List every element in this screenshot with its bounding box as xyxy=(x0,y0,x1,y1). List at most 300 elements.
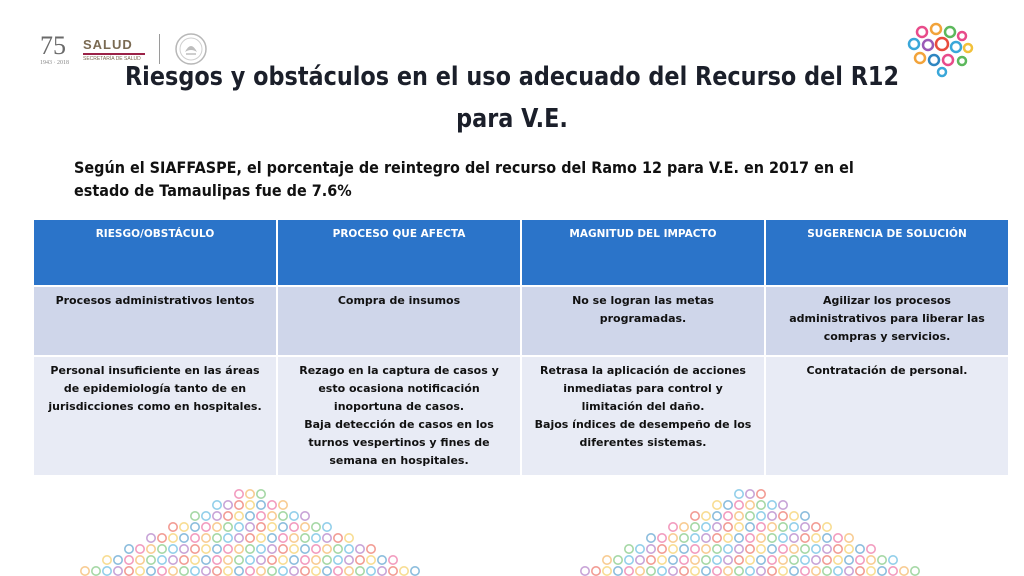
mosaic-ring xyxy=(823,534,831,542)
mosaic-ring xyxy=(691,567,699,575)
mosaic-ring xyxy=(257,490,265,498)
mosaic-ring xyxy=(614,567,622,575)
mosaic-ring xyxy=(257,523,265,531)
mosaic-ring xyxy=(246,512,254,520)
mosaic-ring xyxy=(724,501,732,509)
mosaic-ring xyxy=(757,567,765,575)
mosaic-ring xyxy=(625,545,633,553)
mosaic-ring xyxy=(202,512,210,520)
mosaic-ring xyxy=(125,567,133,575)
mosaic-ring xyxy=(180,556,188,564)
mosaic-ring xyxy=(658,545,666,553)
mosaic-ring xyxy=(202,556,210,564)
mosaic-ring xyxy=(856,567,864,575)
mosaic-ring xyxy=(180,534,188,542)
mosaic-ring xyxy=(246,545,254,553)
mosaic-ring xyxy=(768,501,776,509)
mosaic-ring xyxy=(92,567,100,575)
mosaic-ring xyxy=(823,567,831,575)
mosaic-ring xyxy=(323,556,331,564)
mosaic-ring xyxy=(834,534,842,542)
mosaic-ring xyxy=(790,523,798,531)
mosaic-ring xyxy=(235,490,243,498)
mosaic-ring xyxy=(213,567,221,575)
mosaic-ring xyxy=(257,567,265,575)
mosaic-ring xyxy=(235,534,243,542)
mosaic-ring xyxy=(757,490,765,498)
mosaic-ring xyxy=(202,545,210,553)
risk-table xyxy=(32,218,1010,477)
mosaic-ring xyxy=(268,556,276,564)
mosaic-ring xyxy=(246,490,254,498)
mosaic-ring xyxy=(246,556,254,564)
column-header-sugerencia: SUGERENCIA DE SOLUCIÓN xyxy=(766,220,1008,285)
mosaic-ring xyxy=(790,545,798,553)
mosaic-ring xyxy=(746,567,754,575)
mosaic-ring xyxy=(779,556,787,564)
cell-text: Personal insuficiente en las áreas de epidemiología tanto de en jurisdicciones como en hospitales. xyxy=(48,364,262,413)
mosaic-ring xyxy=(169,567,177,575)
mosaic-ring xyxy=(279,512,287,520)
mosaic-ring xyxy=(867,545,875,553)
mosaic-ring xyxy=(334,556,342,564)
mosaic-ring xyxy=(213,512,221,520)
mosaic-ring xyxy=(257,534,265,542)
mosaic-ring xyxy=(867,567,875,575)
mosaic-ring xyxy=(202,523,210,531)
mosaic-ring xyxy=(279,545,287,553)
mosaic-ring xyxy=(768,545,776,553)
mosaic-ring xyxy=(779,501,787,509)
mosaic-ring xyxy=(812,545,820,553)
mosaic-ring xyxy=(411,567,419,575)
mosaic-ring xyxy=(257,512,265,520)
mosaic-ring xyxy=(713,512,721,520)
mosaic-ring xyxy=(268,523,276,531)
salud-logo-name: SALUD xyxy=(83,36,133,52)
mosaic-ring xyxy=(724,567,732,575)
mosaic-ring xyxy=(768,523,776,531)
mosaic-ring xyxy=(191,523,199,531)
mosaic-ring xyxy=(290,567,298,575)
mosaic-ring xyxy=(779,534,787,542)
mosaic-ring xyxy=(345,534,353,542)
mosaic-ring xyxy=(812,567,820,575)
mosaic-ring xyxy=(279,556,287,564)
mosaic-ring xyxy=(746,501,754,509)
mosaic-ring xyxy=(158,534,166,542)
mosaic-ring xyxy=(268,512,276,520)
mosaic-ring xyxy=(746,490,754,498)
mosaic-ring xyxy=(279,534,287,542)
mosaic-ring xyxy=(169,523,177,531)
column-header-magnitud: MAGNITUD DEL IMPACTO xyxy=(522,220,764,285)
mosaic-ring xyxy=(790,556,798,564)
mosaic-ring xyxy=(180,545,188,553)
mosaic-ring xyxy=(702,545,710,553)
mosaic-ring xyxy=(647,545,655,553)
mosaic-ring xyxy=(845,534,853,542)
cell-riesgo xyxy=(34,357,276,475)
mosaic-ring xyxy=(713,534,721,542)
mosaic-ring xyxy=(191,534,199,542)
mosaic-ring xyxy=(147,567,155,575)
mosaic-ring xyxy=(691,523,699,531)
mosaic-ring xyxy=(801,545,809,553)
mosaic-ring xyxy=(768,567,776,575)
table-row xyxy=(34,357,1008,475)
mosaic-ring xyxy=(235,545,243,553)
mosaic-ring xyxy=(790,534,798,542)
mosaic-ring xyxy=(301,512,309,520)
mosaic-ring xyxy=(345,545,353,553)
mosaic-ring xyxy=(136,545,144,553)
mosaic-ring xyxy=(312,556,320,564)
mosaic-ring xyxy=(158,567,166,575)
mosaic-ring xyxy=(801,512,809,520)
mosaic-ring xyxy=(169,545,177,553)
mosaic-ring xyxy=(812,523,820,531)
mosaic-ring xyxy=(191,545,199,553)
mosaic-ring xyxy=(158,545,166,553)
mosaic-ring xyxy=(213,523,221,531)
mosaic-ring xyxy=(779,545,787,553)
mosaic-ring xyxy=(746,545,754,553)
mosaic-ring xyxy=(746,512,754,520)
cell-sugerencia xyxy=(766,287,1008,355)
mosaic-ring xyxy=(669,534,677,542)
mosaic-ring xyxy=(389,567,397,575)
mosaic-ring xyxy=(323,567,331,575)
mosaic-ring xyxy=(735,545,743,553)
cell-text: Contratación de personal. xyxy=(806,364,968,377)
mosaic-ring xyxy=(312,534,320,542)
mosaic-ring xyxy=(378,556,386,564)
mosaic-ring xyxy=(713,567,721,575)
mosaic-ring xyxy=(235,556,243,564)
mosaic-ring xyxy=(779,523,787,531)
cell-sugerencia xyxy=(766,357,1008,475)
mosaic-ring xyxy=(779,512,787,520)
salud-logo-subname: SECRETARÍA DE SALUD xyxy=(83,55,141,62)
mosaic-ring xyxy=(301,534,309,542)
mosaic-ring xyxy=(125,545,133,553)
mosaic-ring xyxy=(279,501,287,509)
mosaic-ring xyxy=(224,534,232,542)
mosaic-ring xyxy=(213,556,221,564)
mosaic-ring xyxy=(900,567,908,575)
mosaic-ring xyxy=(834,567,842,575)
mosaic-ring xyxy=(658,567,666,575)
cell-text: Baja detección de casos en los turnos vespertinos y fines de semana en hospitales. xyxy=(304,418,494,467)
mosaic-ring xyxy=(647,567,655,575)
mosaic-ring xyxy=(735,523,743,531)
mosaic-ring xyxy=(878,556,886,564)
mosaic-ring xyxy=(790,512,798,520)
mosaic-ring xyxy=(191,567,199,575)
mosaic-ring xyxy=(702,534,710,542)
mosaic-ring xyxy=(114,556,122,564)
mosaic-ring xyxy=(345,556,353,564)
mosaic-ring xyxy=(224,501,232,509)
mosaic-ring xyxy=(268,545,276,553)
mosaic-ring xyxy=(180,523,188,531)
mosaic-ring xyxy=(680,534,688,542)
mosaic-ring xyxy=(856,556,864,564)
mosaic-ring xyxy=(746,534,754,542)
mosaic-ring xyxy=(268,567,276,575)
mosaic-ring xyxy=(724,523,732,531)
mosaic-ring xyxy=(257,545,265,553)
mosaic-ring xyxy=(845,556,853,564)
mosaic-ring xyxy=(724,545,732,553)
mosaic-ring xyxy=(757,534,765,542)
mosaic-ring xyxy=(114,567,122,575)
mosaic-ring xyxy=(889,567,897,575)
mosaic-ring xyxy=(367,556,375,564)
mosaic-ring xyxy=(169,556,177,564)
mosaic-ring xyxy=(757,512,765,520)
mosaic-ring xyxy=(636,545,644,553)
cell-magnitud xyxy=(522,287,764,355)
mosaic-ring xyxy=(581,567,589,575)
mosaic-ring xyxy=(669,556,677,564)
mosaic-ring xyxy=(279,523,287,531)
mosaic-ring xyxy=(103,567,111,575)
mosaic-ring xyxy=(345,567,353,575)
decorative-mosaic-right xyxy=(540,486,960,576)
mosaic-ring xyxy=(735,512,743,520)
mosaic-ring xyxy=(235,523,243,531)
mosaic-ring xyxy=(911,567,919,575)
mosaic-ring xyxy=(224,556,232,564)
mosaic-ring xyxy=(202,567,210,575)
mosaic-ring xyxy=(603,556,611,564)
cell-text: Agilizar los procesos administrativos para liberar las compras y servicios. xyxy=(789,294,985,343)
mosaic-ring xyxy=(878,567,886,575)
mosaic-ring xyxy=(125,556,133,564)
mosaic-ring xyxy=(724,512,732,520)
mosaic-ring xyxy=(614,556,622,564)
mosaic-ring xyxy=(389,556,397,564)
mosaic-ring xyxy=(757,523,765,531)
mosaic-ring xyxy=(812,534,820,542)
mosaic-ring xyxy=(625,567,633,575)
mosaic-ring xyxy=(180,567,188,575)
mosaic-ring xyxy=(801,567,809,575)
page-subtitle: Según el SIAFFASPE, el porcentaje de reintegro del recurso del Ramo 12 para V.E. en 2017 en el estado de Tamaulipas fue de 7.6% xyxy=(74,158,854,200)
mosaic-ring xyxy=(779,567,787,575)
mosaic-ring xyxy=(834,556,842,564)
mosaic-ring xyxy=(812,556,820,564)
mosaic-ring xyxy=(625,556,633,564)
table-row xyxy=(34,287,1008,355)
mosaic-ring xyxy=(735,501,743,509)
cell-text: Bajos índices de desempeño de los diferentes sistemas. xyxy=(534,418,752,449)
mosaic-ring xyxy=(246,523,254,531)
mosaic-ring xyxy=(691,534,699,542)
mosaic-ring xyxy=(224,523,232,531)
mosaic-ring xyxy=(147,534,155,542)
mosaic-ring xyxy=(735,556,743,564)
mosaic-ring xyxy=(702,556,710,564)
mosaic-ring xyxy=(702,523,710,531)
cell-text: No se logran las metas programadas. xyxy=(572,294,714,325)
mosaic-ring xyxy=(713,556,721,564)
mosaic-ring xyxy=(81,567,89,575)
mosaic-ring xyxy=(713,501,721,509)
mosaic-ring xyxy=(603,567,611,575)
mosaic-ring xyxy=(191,512,199,520)
mosaic-ring xyxy=(735,567,743,575)
mosaic-ring xyxy=(757,501,765,509)
mosaic-ring xyxy=(290,556,298,564)
mosaic-ring xyxy=(202,534,210,542)
mosaic-ring xyxy=(169,534,177,542)
table-header-row xyxy=(34,220,1008,285)
mosaic-ring xyxy=(823,523,831,531)
mosaic-ring xyxy=(691,512,699,520)
mosaic-ring xyxy=(158,556,166,564)
anniversary-years: 1943 · 2018 xyxy=(40,59,69,66)
mosaic-ring xyxy=(636,556,644,564)
mosaic-ring xyxy=(680,567,688,575)
mosaic-ring xyxy=(378,567,386,575)
mosaic-ring xyxy=(367,545,375,553)
mosaic-ring xyxy=(801,534,809,542)
mosaic-ring xyxy=(356,556,364,564)
mosaic-ring xyxy=(103,556,111,564)
mosaic-ring xyxy=(213,545,221,553)
mosaic-ring xyxy=(246,567,254,575)
mosaic-ring xyxy=(136,556,144,564)
mosaic-ring xyxy=(334,567,342,575)
mosaic-ring xyxy=(691,556,699,564)
column-header-riesgo: RIESGO/OBSTÁCULO xyxy=(34,220,276,285)
mosaic-ring xyxy=(312,567,320,575)
cell-text: Retrasa la aplicación de acciones inmediatas para control y limitación del daño. xyxy=(540,364,746,413)
cell-magnitud xyxy=(522,357,764,475)
mosaic-ring xyxy=(213,534,221,542)
mosaic-ring xyxy=(301,556,309,564)
mosaic-ring xyxy=(224,567,232,575)
mosaic-ring xyxy=(889,556,897,564)
mosaic-ring xyxy=(290,523,298,531)
mosaic-ring xyxy=(735,534,743,542)
mosaic-ring xyxy=(823,556,831,564)
mosaic-ring xyxy=(713,523,721,531)
mosaic-ring xyxy=(702,512,710,520)
mosaic-ring xyxy=(790,567,798,575)
mosaic-ring xyxy=(647,556,655,564)
mosaic-ring xyxy=(856,545,864,553)
mosaic-ring xyxy=(592,567,600,575)
mosaic-ring xyxy=(845,567,853,575)
mosaic-ring xyxy=(669,523,677,531)
mosaic-ring xyxy=(757,545,765,553)
mosaic-ring xyxy=(669,567,677,575)
mosaic-ring xyxy=(768,556,776,564)
mosaic-ring xyxy=(356,545,364,553)
mosaic-ring xyxy=(147,545,155,553)
mosaic-ring xyxy=(246,534,254,542)
mosaic-ring xyxy=(312,523,320,531)
mosaic-ring xyxy=(768,512,776,520)
decorative-mosaic-left xyxy=(40,486,460,576)
mosaic-ring xyxy=(235,567,243,575)
mosaic-ring xyxy=(290,545,298,553)
mosaic-ring xyxy=(669,545,677,553)
page-title: Riesgos y obstáculos en el uso adecuado del Recurso del R12 para V.E. xyxy=(124,62,900,134)
mosaic-ring xyxy=(680,556,688,564)
mosaic-ring xyxy=(746,556,754,564)
mosaic-ring xyxy=(647,534,655,542)
mosaic-ring xyxy=(279,567,287,575)
mosaic-ring xyxy=(691,545,699,553)
mosaic-ring xyxy=(301,523,309,531)
mosaic-ring xyxy=(658,556,666,564)
cell-text: Rezago en la captura de casos y esto ocasiona notificación inoportuna de casos. xyxy=(299,364,499,413)
anniversary-number: 75 xyxy=(40,30,66,60)
mosaic-ring xyxy=(191,556,199,564)
mosaic-ring xyxy=(757,556,765,564)
cell-proceso xyxy=(278,287,520,355)
mosaic-ring xyxy=(680,545,688,553)
mosaic-ring xyxy=(246,501,254,509)
mosaic-ring xyxy=(823,545,831,553)
mosaic-ring xyxy=(658,534,666,542)
mosaic-ring xyxy=(235,512,243,520)
salud-logo-bar xyxy=(83,53,145,55)
mosaic-ring xyxy=(257,556,265,564)
cell-riesgo xyxy=(34,287,276,355)
mosaic-ring xyxy=(224,545,232,553)
mosaic-ring xyxy=(356,567,364,575)
cell-text: Procesos administrativos lentos xyxy=(55,294,255,307)
mosaic-ring xyxy=(746,523,754,531)
mosaic-ring xyxy=(235,501,243,509)
cell-proceso xyxy=(278,357,520,475)
column-header-proceso: PROCESO QUE AFECTA xyxy=(278,220,520,285)
mosaic-ring xyxy=(713,545,721,553)
mosaic-ring xyxy=(724,534,732,542)
mosaic-ring xyxy=(735,490,743,498)
mosaic-ring xyxy=(323,523,331,531)
mosaic-ring xyxy=(257,501,265,509)
mosaic-ring xyxy=(334,545,342,553)
mosaic-ring xyxy=(268,534,276,542)
mosaic-ring xyxy=(834,545,842,553)
mosaic-ring xyxy=(301,567,309,575)
mosaic-ring xyxy=(334,534,342,542)
mosaic-ring xyxy=(213,501,221,509)
mosaic-ring xyxy=(367,567,375,575)
mosaic-ring xyxy=(268,501,276,509)
mosaic-ring xyxy=(290,512,298,520)
mosaic-ring xyxy=(724,556,732,564)
mosaic-ring xyxy=(702,567,710,575)
anniversary-logo xyxy=(40,30,69,66)
mosaic-ring xyxy=(768,534,776,542)
mosaic-ring xyxy=(224,512,232,520)
mosaic-ring xyxy=(680,523,688,531)
mosaic-ring xyxy=(147,556,155,564)
mosaic-ring xyxy=(323,545,331,553)
mosaic-ring xyxy=(301,545,309,553)
mosaic-ring xyxy=(312,545,320,553)
mosaic-ring xyxy=(867,556,875,564)
mosaic-ring xyxy=(400,567,408,575)
